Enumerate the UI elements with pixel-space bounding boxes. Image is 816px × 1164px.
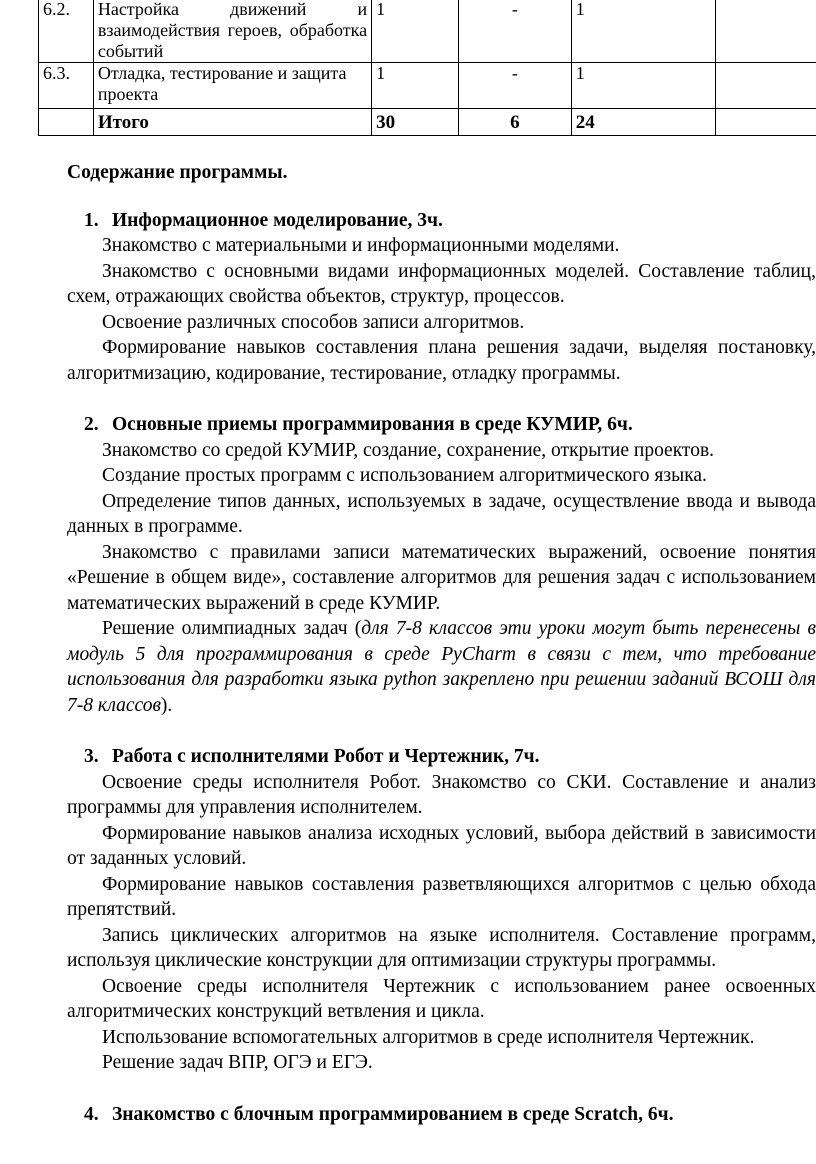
table-total-row bbox=[39, 109, 816, 136]
row-practice-hours: 1 bbox=[571, 63, 715, 109]
row-practice-hours: 1 bbox=[571, 0, 715, 63]
paragraph: Формирование навыков анализа исходных условий, выбора действий в зависимости от заданных условий. bbox=[67, 822, 816, 869]
row-number: 6.2. bbox=[39, 0, 94, 63]
section-number: 1. bbox=[84, 209, 99, 231]
row-extra-cell bbox=[715, 0, 816, 63]
total-number bbox=[39, 109, 94, 136]
paragraph: Освоение среды исполнителя Робот. Знакомство со СКИ. Составление и анализ программы для управления исполнителем. bbox=[67, 771, 816, 818]
table-row bbox=[39, 0, 816, 63]
olympiad-text-start: Решение олимпиадных задач ( bbox=[102, 618, 362, 639]
section-heading bbox=[67, 744, 816, 770]
paragraph: Знакомство со средой КУМИР, создание, сохранение, открытие проектов. bbox=[102, 439, 715, 461]
section-number: 4. bbox=[84, 1103, 99, 1125]
paragraph: Создание простых программ с использованием алгоритмического языка. bbox=[102, 465, 707, 486]
section-title: Основные приемы программирования в среде КУМИР, 6ч. bbox=[112, 414, 633, 435]
paragraph: Освоение различных способов записи алгоритмов. bbox=[102, 311, 525, 333]
total-hours: 30 bbox=[372, 109, 459, 136]
program-content bbox=[67, 160, 816, 1153]
section-title: Работа с исполнителями Робот и Чертежник, 7ч. bbox=[112, 746, 540, 767]
total-extra-cell bbox=[715, 109, 816, 136]
paragraph: Формирование навыков составления разветвляющихся алгоритмов с целью обхода препятствий. bbox=[67, 873, 816, 920]
olympiad-italic-note: для 7-8 классов эти уроки могут быть перенесены в модуль 5 для программирования в среде PyCharm в связи с тем, что требование использования для разработки языка python закреплено при решении заданий ВСОШ для 7-8 классов bbox=[67, 618, 816, 716]
section-heading bbox=[67, 1102, 816, 1128]
row-total-hours: 1 bbox=[372, 63, 459, 109]
paragraph: Знакомство с правилами записи математических выражений, освоение понятия «Решение в общем виде», составление алгоритмов для решения задач с использованием математических выражений в среде КУМИР. bbox=[67, 541, 816, 614]
section-number: 2. bbox=[84, 414, 99, 435]
section-title: Информационное моделирование, 3ч. bbox=[112, 209, 443, 231]
olympiad-paragraph bbox=[67, 616, 816, 718]
row-theory-hours: - bbox=[459, 0, 572, 63]
paragraph: Решение задач ВПР, ОГЭ и ЕГЭ. bbox=[102, 1052, 373, 1073]
total-theory-hours: 6 bbox=[459, 109, 572, 136]
paragraph: Знакомство с основными видами информационных моделей. Составление таблиц, схем, отражающих свойства объектов, структур, процессов. bbox=[67, 260, 816, 307]
section-heading bbox=[67, 412, 816, 438]
section-2 bbox=[67, 412, 816, 718]
paragraph: Освоение среды исполнителя Чертежник с использованием ранее освоенных алгоритмических конструкций ветвления и цикла. bbox=[67, 975, 816, 1022]
content-title: Содержание программы. bbox=[67, 162, 288, 183]
total-label: Итого bbox=[93, 109, 371, 136]
row-topic: Отладка, тестирование и защита проекта bbox=[93, 63, 371, 109]
total-practice-hours: 24 bbox=[571, 109, 715, 136]
section-4 bbox=[67, 1102, 816, 1128]
paragraph: Знакомство с материальными и информационными моделями. bbox=[102, 235, 620, 256]
table-row bbox=[39, 63, 816, 109]
paragraph: Определение типов данных, используемых в задаче, осуществление ввода и вывода данных в программе. bbox=[67, 490, 816, 537]
row-number: 6.3. bbox=[39, 63, 94, 109]
row-total-hours: 1 bbox=[372, 0, 459, 63]
paragraph: Запись циклических алгоритмов на языке исполнителя. Составление программ, используя циклические конструкции для оптимизации структуры программы. bbox=[67, 924, 816, 971]
row-topic: Настройка движений и взаимодействия героев, обработка событий bbox=[93, 0, 371, 63]
section-heading bbox=[67, 208, 816, 234]
section-3 bbox=[67, 744, 816, 1076]
row-theory-hours: - bbox=[459, 63, 572, 109]
row-extra-cell bbox=[715, 63, 816, 109]
olympiad-text-end: ). bbox=[160, 694, 173, 716]
paragraph: Использование вспомогательных алгоритмов в среде исполнителя Чертежник. bbox=[102, 1026, 755, 1048]
section-title: Знакомство с блочным программированием в среде Scratch, 6ч. bbox=[112, 1103, 674, 1125]
paragraph: Формирование навыков составления плана решения задачи, выделяя постановку, алгоритмизацию, кодирование, тестирование, отладку программы. bbox=[67, 337, 816, 384]
section-number: 3. bbox=[84, 746, 99, 767]
course-plan-table bbox=[38, 0, 816, 136]
section-1 bbox=[67, 208, 816, 387]
